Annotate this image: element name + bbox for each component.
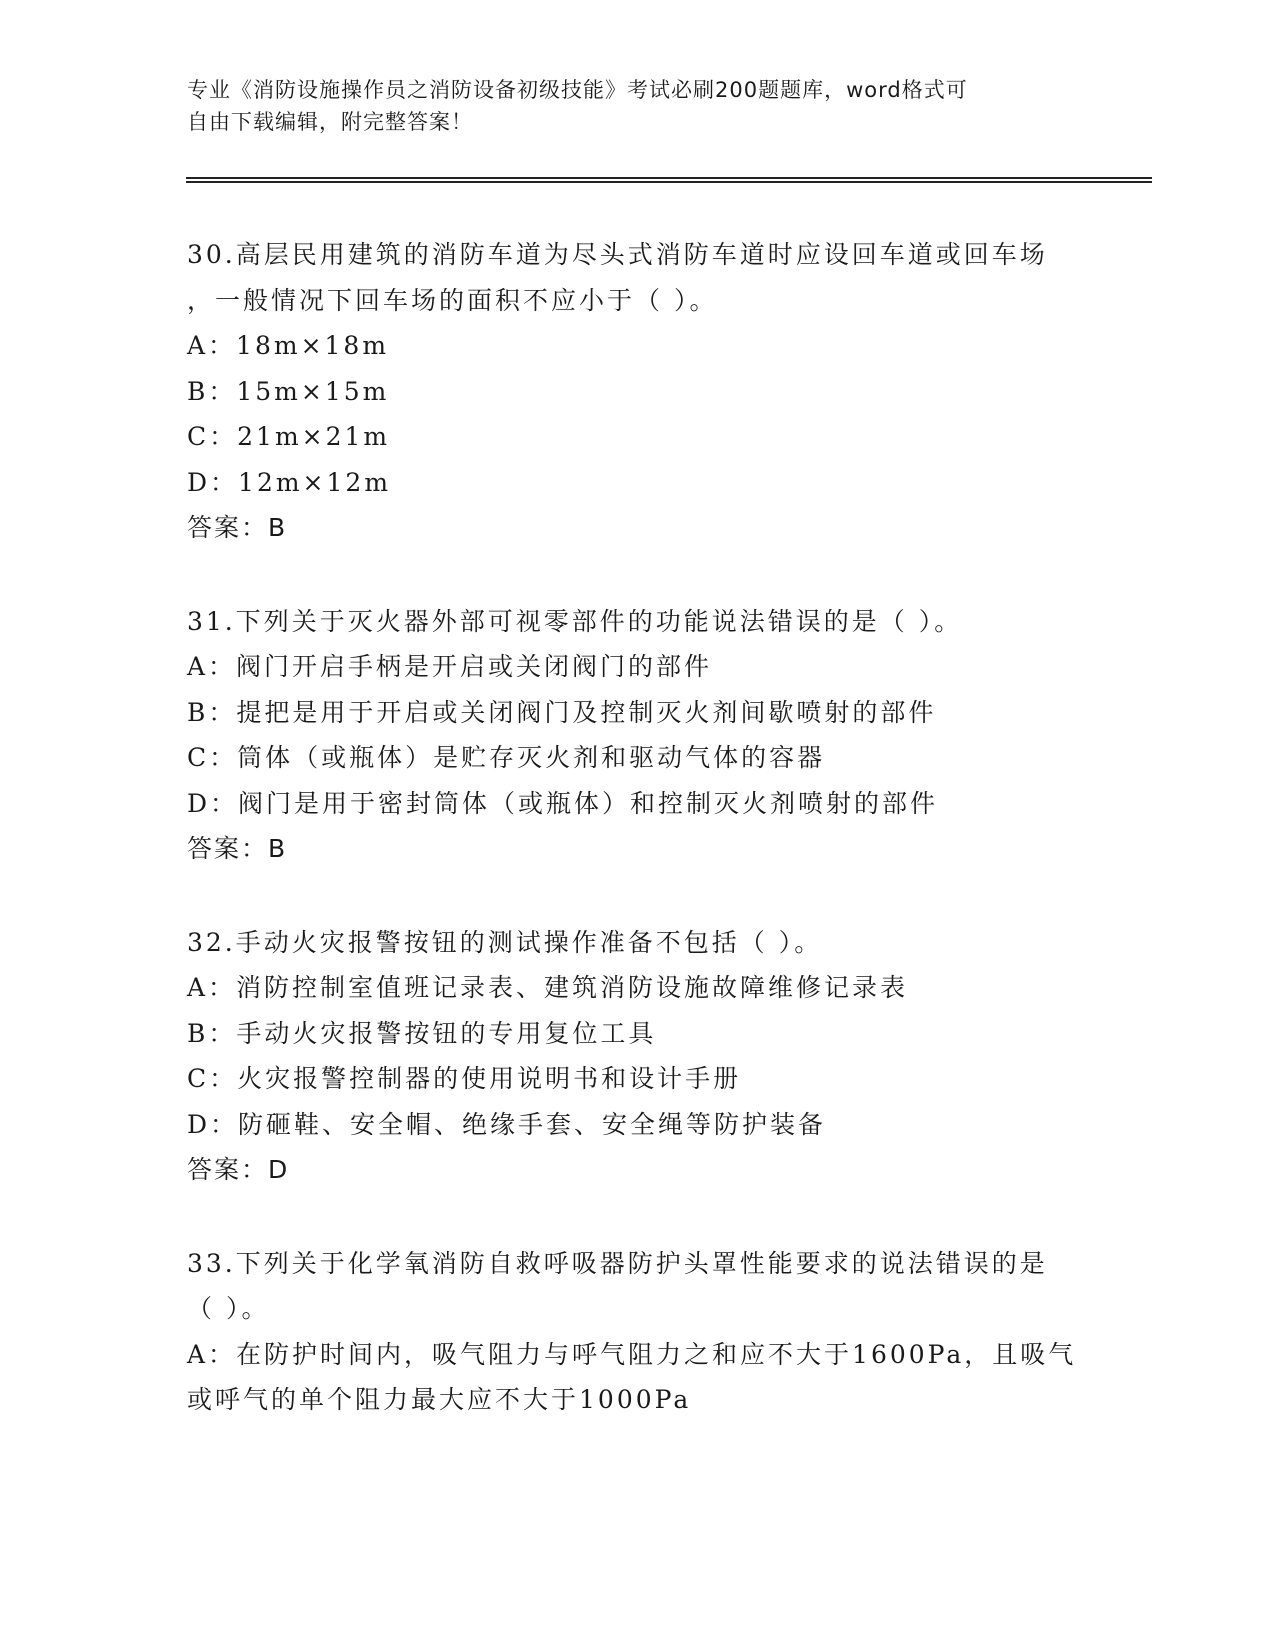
question-stem-line: 33.下列关于化学氧消防自救呼吸器防护头罩性能要求的说法错误的是 — [187, 1248, 1048, 1278]
header-divider — [186, 177, 1152, 183]
question-31 — [187, 599, 1087, 872]
question-stem-line: （ ）。 — [187, 1294, 270, 1323]
option-b: B：15m×15m — [187, 376, 390, 406]
question-list — [187, 232, 1087, 1471]
option-a: A：阀门开启手柄是开启或关闭阀门的部件 — [187, 652, 713, 681]
option-b: B：提把是用于开启或关闭阀门及控制灭火剂间歇喷射的部件 — [187, 697, 937, 727]
option-a-continued: 或呼气的单个阻力最大应不大于1000Pa — [187, 1385, 692, 1414]
option-a: A：18m×18m — [187, 331, 390, 360]
document-header — [187, 74, 1067, 138]
question-stem-line: ，一般情况下回车场的面积不应小于（ ）。 — [187, 285, 718, 315]
option-d: D：12m×12m — [187, 467, 392, 497]
question-32 — [187, 920, 1087, 1193]
option-c: C：筒体（或瓶体）是贮存灭火剂和驱动气体的容器 — [187, 743, 826, 772]
option-d: D：阀门是用于密封筒体（或瓶体）和控制灭火剂喷射的部件 — [187, 788, 939, 818]
question-stem-line: 31.下列关于灭火器外部可视零部件的功能说法错误的是（ ）。 — [187, 606, 963, 636]
option-c: C：火灾报警控制器的使用说明书和设计手册 — [187, 1064, 742, 1093]
option-a: A：消防控制室值班记录表、建筑消防设施故障维修记录表 — [187, 973, 909, 1002]
header-line-1: 专业《消防设施操作员之消防设备初级技能》考试必刷200题题库，word格式可 — [187, 78, 968, 102]
option-c: C：21m×21m — [187, 422, 391, 451]
answer-label: 答案：D — [187, 1155, 290, 1184]
question-33 — [187, 1241, 1087, 1423]
header-line-2: 自由下载编辑，附完整答案！ — [187, 110, 473, 134]
question-stem-line: 32.手动火灾报警按钮的测试操作准备不包括（ ）。 — [187, 927, 823, 957]
option-b: B：手动火灾报警按钮的专用复位工具 — [187, 1018, 657, 1048]
answer-label: 答案：B — [187, 834, 288, 863]
option-a: A：在防护时间内，吸气阻力与呼气阻力之和应不大于1600Pa，且吸气 — [187, 1339, 1077, 1369]
option-d: D：防砸鞋、安全帽、绝缘手套、安全绳等防护装备 — [187, 1109, 827, 1139]
question-stem-line: 30.高层民用建筑的消防车道为尽头式消防车道时应设回车道或回车场 — [187, 240, 1048, 269]
answer-label: 答案：B — [187, 513, 288, 542]
question-30 — [187, 232, 1087, 551]
